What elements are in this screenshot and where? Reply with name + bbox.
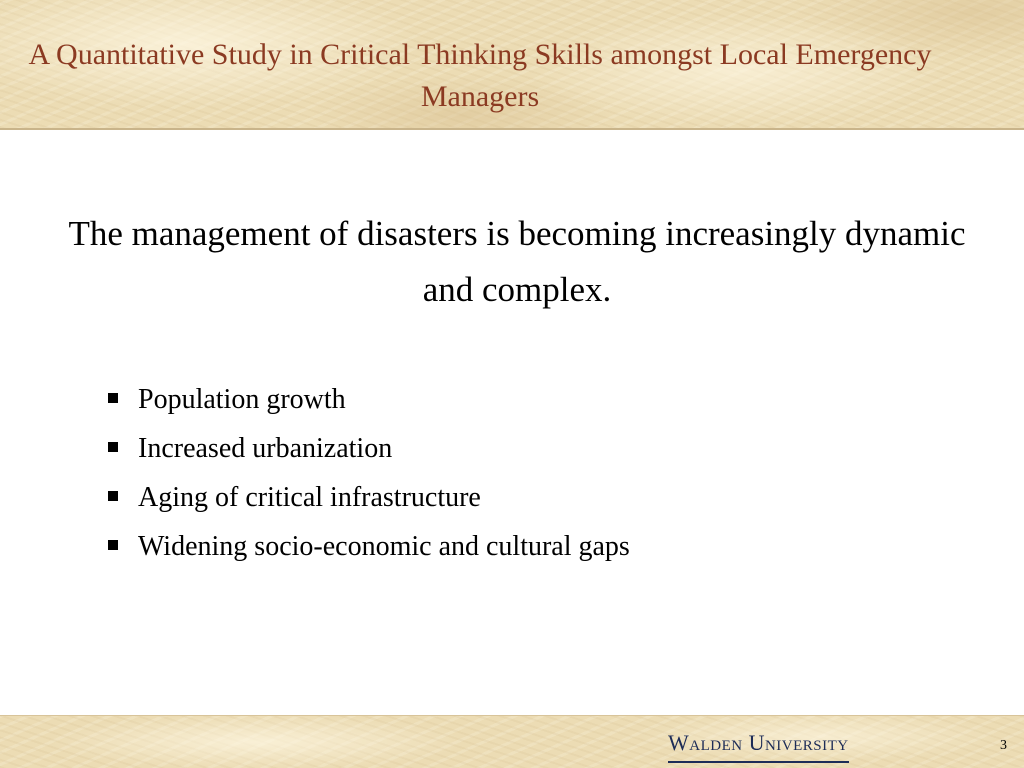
page-number: 3	[1000, 738, 1007, 753]
bullet-item	[104, 429, 630, 478]
square-bullet-icon	[108, 393, 118, 403]
square-bullet-icon	[108, 491, 118, 501]
lead-statement: The management of disasters is becoming increasingly dynamic and complex.	[68, 214, 966, 309]
bullet-text: Population growth	[138, 384, 346, 415]
header-divider	[0, 128, 1024, 130]
bullet-text: Widening socio-economic and cultural gaps	[138, 531, 630, 562]
bullet-item	[104, 380, 630, 429]
square-bullet-icon	[108, 442, 118, 452]
bullet-text: Increased urbanization	[138, 433, 393, 464]
university-logo: Walden University	[668, 725, 849, 763]
square-bullet-icon	[108, 540, 118, 550]
bullet-item	[104, 478, 630, 527]
slide-title: A Quantitative Study in Critical Thinking Skills amongst Local Emergency Managers	[28, 38, 932, 113]
bullet-item	[104, 527, 630, 576]
bullet-text: Aging of critical infrastructure	[138, 482, 481, 513]
bullet-list	[104, 380, 630, 576]
footer-background	[0, 716, 1024, 768]
